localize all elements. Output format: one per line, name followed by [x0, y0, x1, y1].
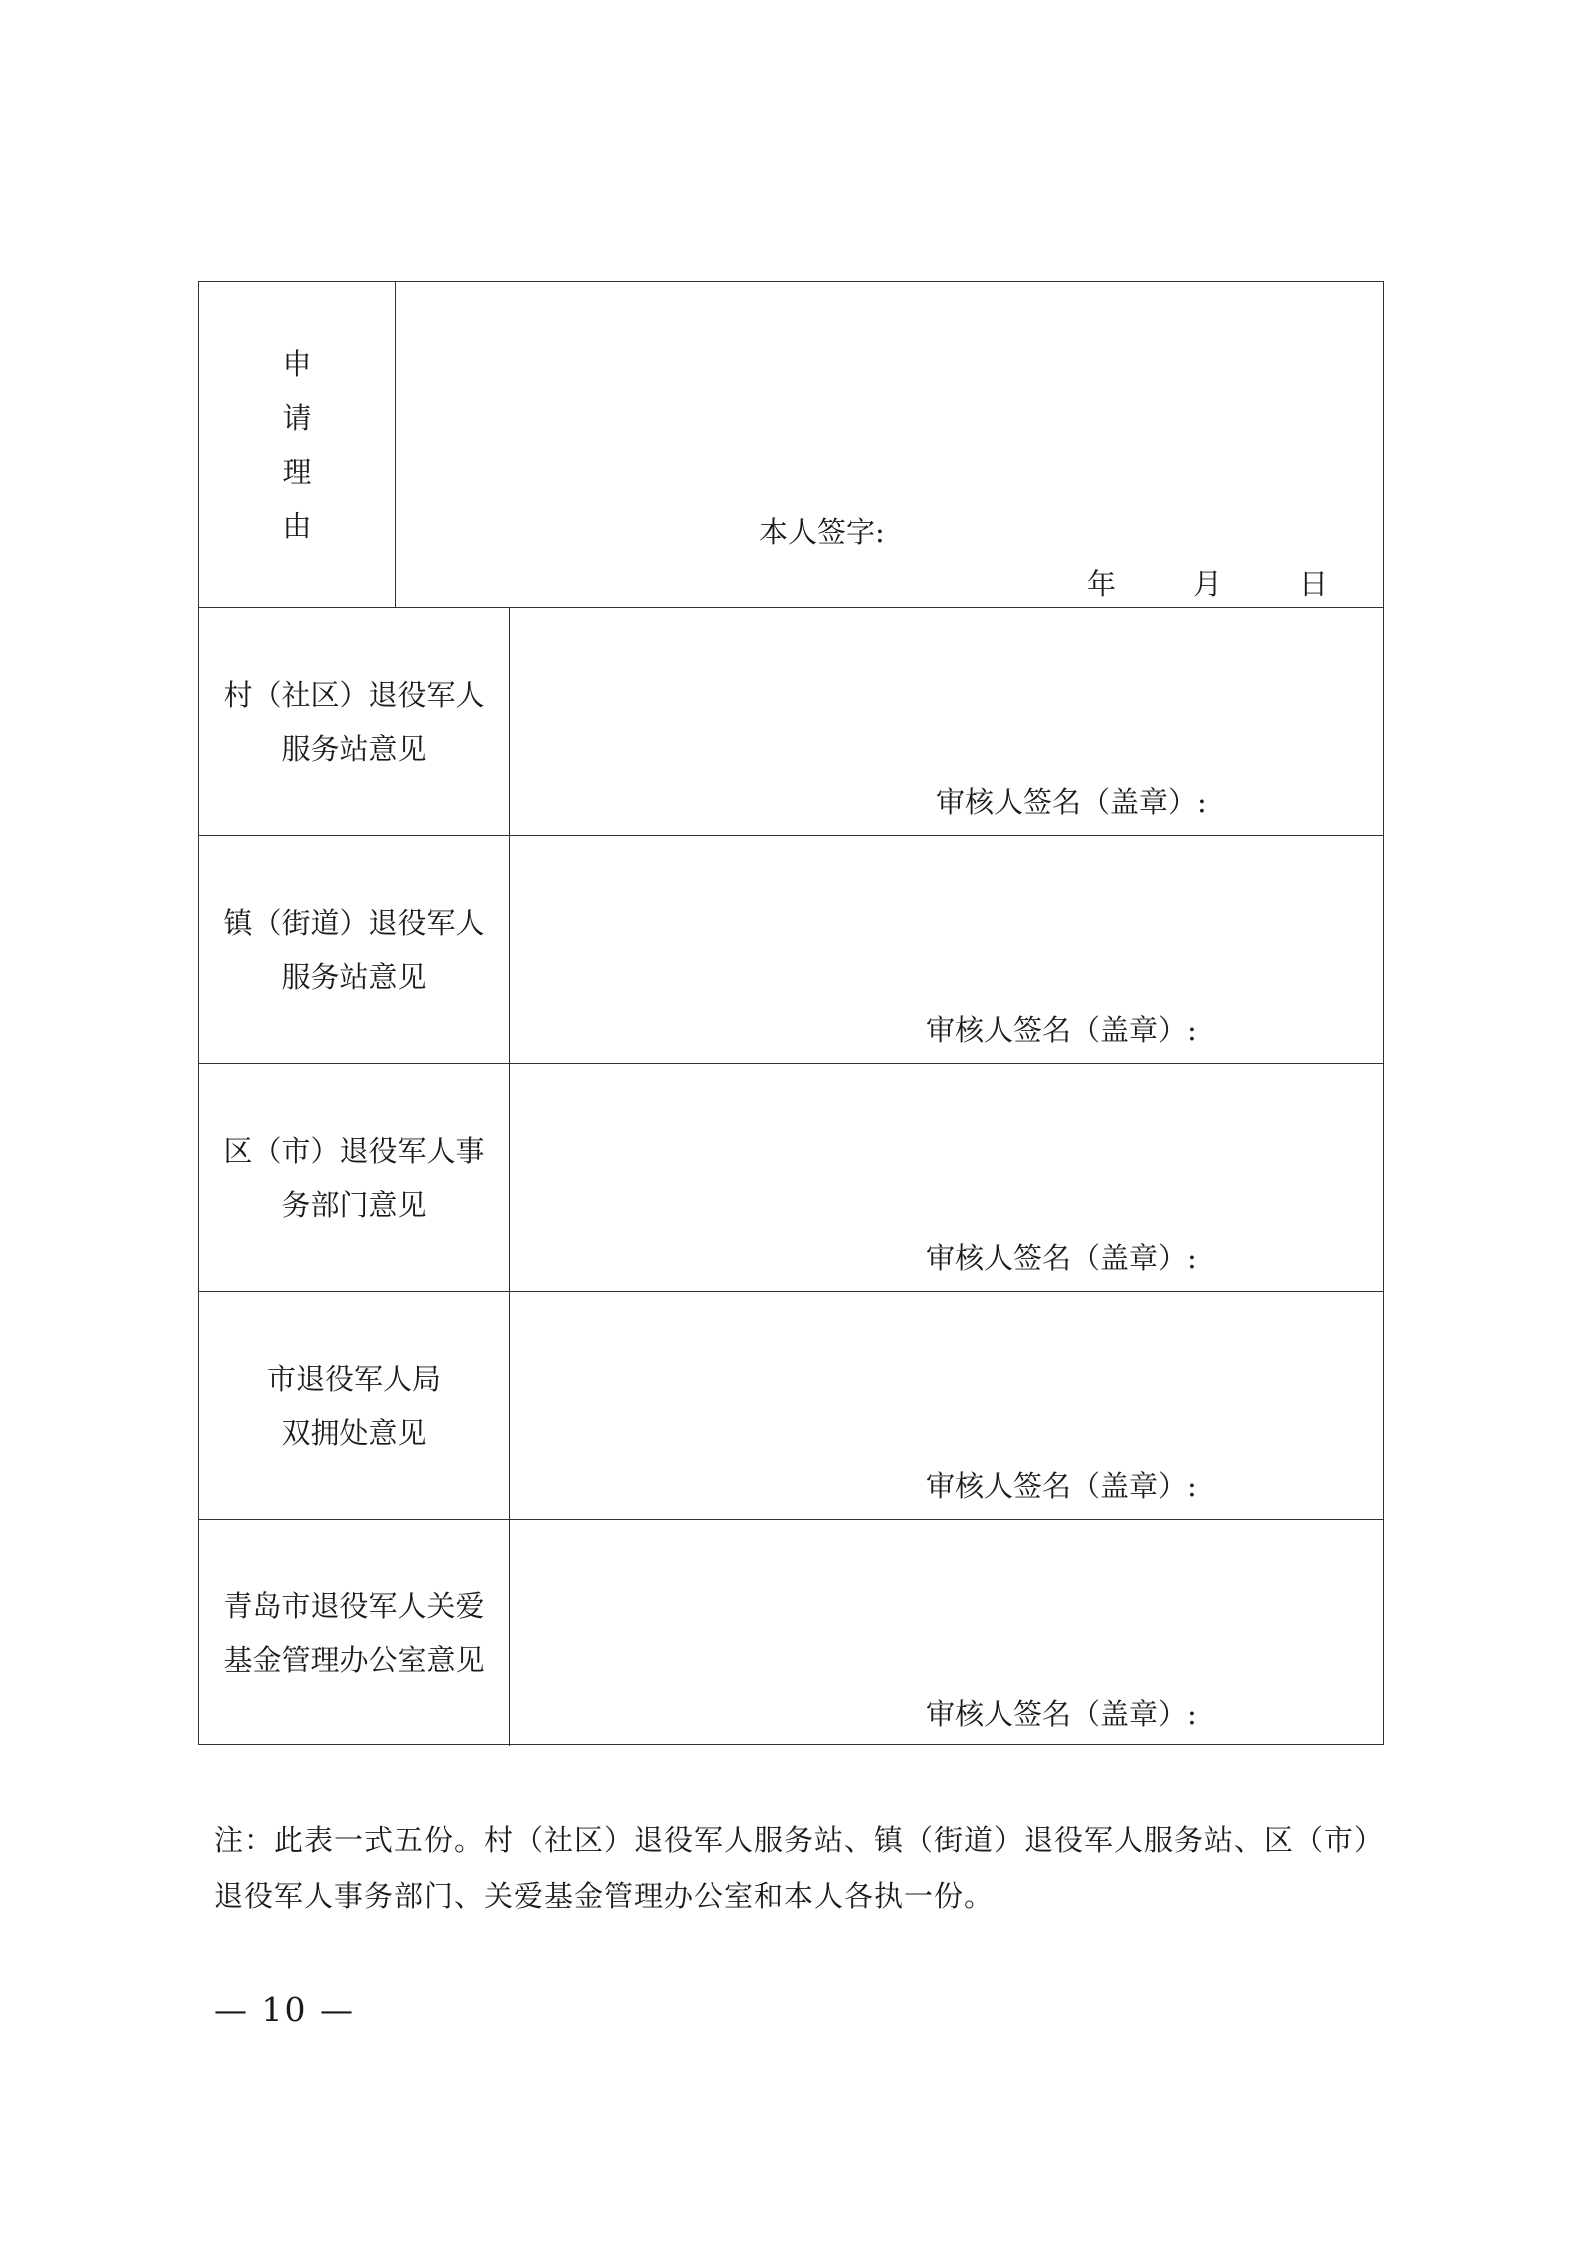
reviewer-signature-label: 审核人签名（盖章）:	[936, 785, 1207, 819]
approval-label-cell	[199, 1292, 510, 1519]
reviewer-signature-label: 审核人签名（盖章）:	[926, 1469, 1197, 1503]
approval-label-line2: 双拥处意见	[281, 1415, 427, 1450]
approval-label	[223, 896, 484, 1004]
applicant-signature-label: 本人签字:	[759, 515, 885, 549]
date-day: 日	[1299, 567, 1329, 601]
approval-label-cell	[199, 836, 510, 1063]
approval-label-line2: 服务站意见	[281, 959, 427, 994]
reason-label-char: 理	[282, 454, 312, 489]
date-year: 年	[1087, 567, 1117, 601]
approval-row-city-bureau	[199, 1292, 1383, 1520]
approval-label-cell	[199, 1064, 510, 1291]
approval-row-district	[199, 1064, 1383, 1292]
approval-row-town	[199, 836, 1383, 1064]
reviewer-signature-label: 审核人签名（盖章）:	[926, 1013, 1197, 1047]
reviewer-signature-label: 审核人签名（盖章）:	[926, 1697, 1197, 1731]
approval-label	[223, 1124, 484, 1232]
form-note	[214, 1812, 1394, 1924]
reason-label-char: 申	[282, 346, 312, 381]
approval-row-fund-office	[199, 1520, 1383, 1746]
note-line2: 退役军人事务部门、关爱基金管理办公室和本人各执一份。	[214, 1879, 995, 1913]
approval-label-line2: 基金管理办公室意见	[223, 1643, 485, 1677]
approval-label	[267, 1352, 441, 1460]
approval-label-cell	[199, 1520, 510, 1746]
reason-label-cell	[199, 282, 396, 607]
note-line1: 注：此表一式五份。村（社区）退役军人服务站、镇（街道）退役军人服务站、区（市）	[214, 1823, 1385, 1857]
approval-row-village	[199, 608, 1383, 836]
date-month: 月	[1193, 567, 1223, 601]
approval-label	[223, 1579, 484, 1687]
reason-label	[282, 337, 311, 553]
reason-label-char: 由	[282, 508, 312, 543]
approval-label	[223, 668, 484, 776]
application-form-table	[198, 281, 1384, 1745]
approval-label-line1: 区（市）退役军人事	[223, 1133, 485, 1168]
page-number: — 10 —	[214, 1990, 355, 2029]
approval-label-line1: 青岛市退役军人关爱	[223, 1589, 485, 1623]
approval-label-line1: 村（社区）退役军人	[223, 677, 485, 712]
approval-label-line1: 市退役军人局	[266, 1361, 441, 1396]
reason-row	[199, 282, 1383, 608]
approval-label-line2: 服务站意见	[281, 731, 427, 766]
approval-label-line1: 镇（街道）退役军人	[223, 905, 485, 940]
reviewer-signature-label: 审核人签名（盖章）:	[926, 1241, 1197, 1275]
approval-label-line2: 务部门意见	[281, 1187, 427, 1222]
reason-label-char: 请	[282, 400, 312, 435]
approval-label-cell	[199, 608, 510, 835]
